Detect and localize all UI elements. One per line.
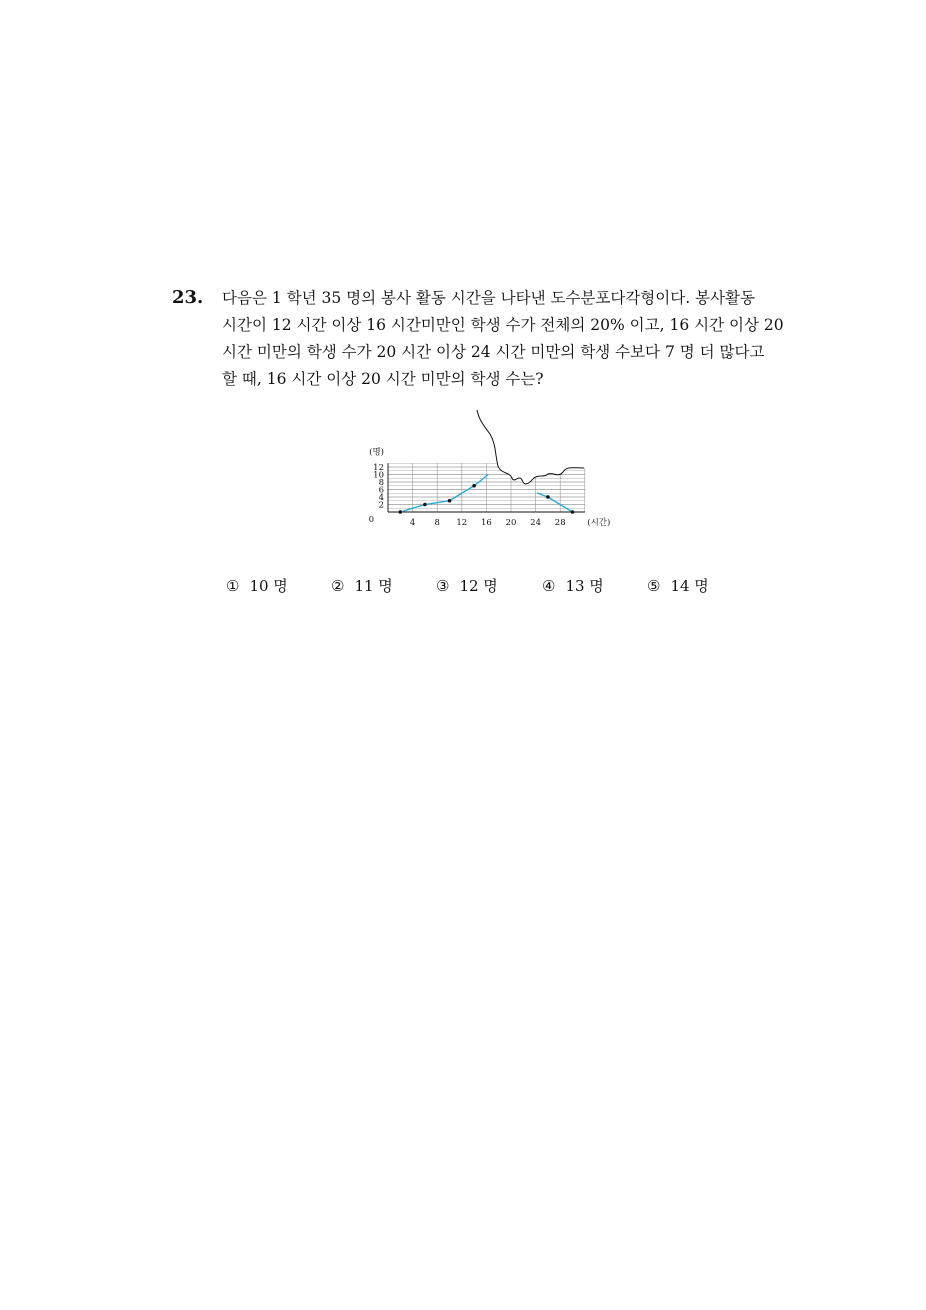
y-tick-label: 12 (373, 463, 384, 473)
data-point (423, 503, 427, 507)
origin-label: 0 (368, 515, 374, 525)
frequency-polygon-figure (360, 396, 610, 531)
choice-3[interactable] (436, 575, 498, 596)
x-tick-label: 24 (530, 518, 542, 528)
x-axis-label: (시간) (587, 518, 610, 528)
data-point (546, 495, 550, 499)
data-point (472, 484, 476, 488)
choice-mark: ⑤ (647, 577, 661, 595)
choice-mark: ③ (436, 577, 450, 595)
question-line: 시간 미만의 학생 수가 20 시간 이상 24 시간 미만의 학생 수보다 7 명 더 많다고 (222, 343, 765, 361)
choice-mark: ② (331, 577, 345, 595)
data-point (448, 499, 452, 503)
x-tick-label: 20 (505, 518, 517, 528)
question-line: 다음은 1 학년 35 명의 봉사 활동 시간을 나타낸 도수분포다각형이다. 봉사활동 (222, 289, 755, 307)
frequency-polygon-chart (360, 396, 610, 531)
choice-text: 11 명 (354, 577, 393, 595)
choice-text: 12 명 (459, 577, 498, 595)
x-tick-label: 12 (456, 518, 468, 528)
data-point (571, 510, 575, 514)
choice-5[interactable] (647, 575, 709, 596)
y-axis-label: (명) (369, 447, 384, 458)
choice-mark: ① (226, 577, 240, 595)
choice-mark: ④ (542, 577, 556, 595)
x-tick-label: 16 (480, 518, 492, 528)
question-line: 시간이 12 시간 이상 16 시간미만인 학생 수가 전체의 20% 이고, 16 시간 이상 20 (222, 316, 784, 334)
x-tick-label: 28 (554, 518, 566, 528)
y-tick-label: 10 (373, 470, 384, 481)
question-line: 할 때, 16 시간 이상 20 시간 미만의 학생 수는? (222, 370, 544, 388)
choice-text: 14 명 (670, 577, 709, 595)
choice-text: 13 명 (565, 577, 604, 595)
choice-4[interactable] (542, 575, 604, 596)
question-text (222, 285, 784, 393)
y-tick-label: 6 (378, 485, 384, 496)
question-number: 23. (172, 287, 204, 308)
y-tick-label: 2 (378, 500, 384, 511)
choice-text: 10 명 (249, 577, 288, 595)
tear-edge (477, 410, 584, 484)
x-tick-label: 8 (434, 518, 440, 528)
data-point (399, 510, 403, 514)
choice-2[interactable] (331, 575, 393, 596)
x-tick-label: 4 (409, 518, 416, 528)
y-tick-label: 4 (378, 493, 384, 503)
choice-1[interactable] (226, 575, 288, 596)
series-line-right (537, 493, 573, 512)
y-tick-label: 8 (378, 478, 384, 488)
